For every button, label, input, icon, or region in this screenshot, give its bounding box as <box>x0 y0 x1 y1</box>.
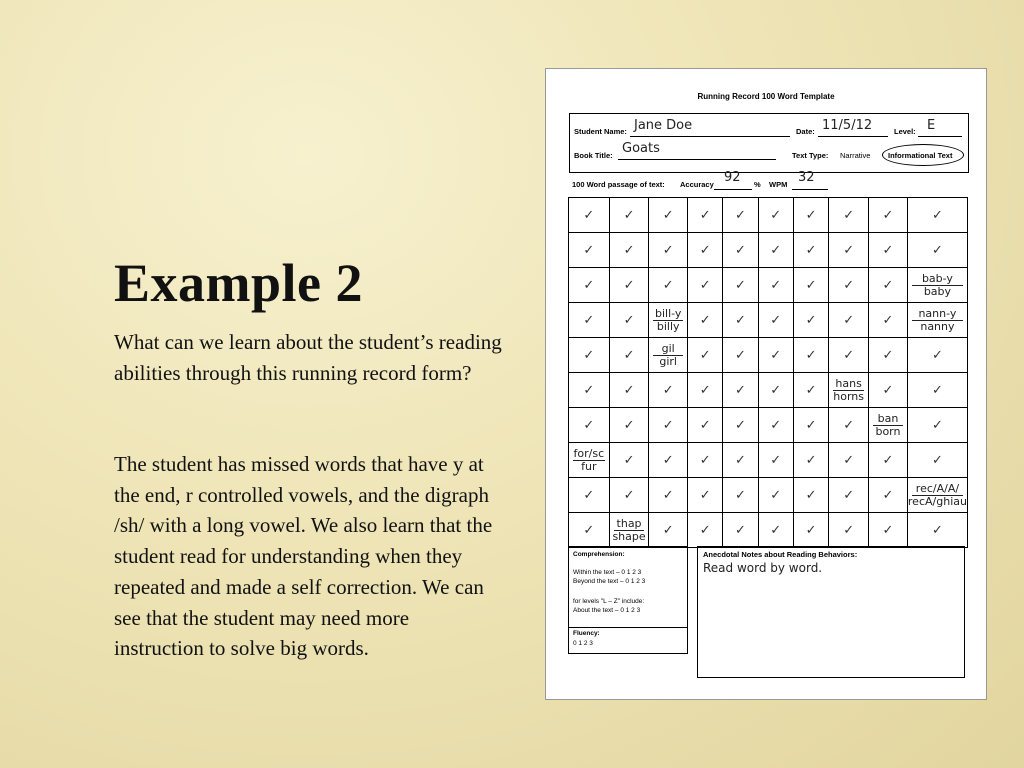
word-cell <box>793 513 828 548</box>
student-name-value: Jane Doe <box>634 118 693 133</box>
word-cell <box>829 478 869 513</box>
text-type-label: Text Type: <box>792 151 829 160</box>
word-cell <box>758 303 793 338</box>
check-mark: ✓ <box>699 208 711 223</box>
word-cell <box>758 408 793 443</box>
check-mark: ✓ <box>805 383 817 398</box>
word-cell <box>569 233 610 268</box>
word-cell <box>609 233 649 268</box>
grid-row <box>569 268 968 303</box>
word-cell <box>869 338 908 373</box>
check-mark: ✓ <box>882 488 894 503</box>
word-cell <box>907 478 967 513</box>
narrative-option: Narrative <box>840 151 871 160</box>
word-cell <box>688 198 723 233</box>
word-cell <box>609 338 649 373</box>
check-mark: ✓ <box>805 278 817 293</box>
word-cell <box>793 408 828 443</box>
word-cell <box>907 268 967 303</box>
check-mark: ✓ <box>843 208 855 223</box>
word-cell <box>869 373 908 408</box>
check-mark: ✓ <box>882 208 894 223</box>
word-cell <box>688 303 723 338</box>
word-cell <box>569 513 610 548</box>
wpm-label: WPM <box>769 180 788 189</box>
check-mark: ✓ <box>770 523 782 538</box>
word-cell <box>688 443 723 478</box>
notes-label: Anecdotal Notes about Reading Behaviors: <box>703 550 858 559</box>
word-cell <box>907 303 967 338</box>
word-cell <box>609 408 649 443</box>
word-cell <box>829 338 869 373</box>
check-mark: ✓ <box>805 208 817 223</box>
check-mark: ✓ <box>882 348 894 363</box>
check-mark: ✓ <box>623 488 635 503</box>
word-cell <box>907 373 967 408</box>
word-cell <box>793 303 828 338</box>
check-mark: ✓ <box>662 383 674 398</box>
check-mark: ✓ <box>770 208 782 223</box>
check-mark: ✓ <box>662 453 674 468</box>
word-cell <box>609 373 649 408</box>
check-mark: ✓ <box>843 313 855 328</box>
check-mark: ✓ <box>805 243 817 258</box>
check-mark: ✓ <box>882 453 894 468</box>
error-word: billy <box>656 319 680 333</box>
check-mark: ✓ <box>699 313 711 328</box>
student-info-box <box>569 113 969 173</box>
word-cell <box>907 338 967 373</box>
check-mark: ✓ <box>583 418 595 433</box>
word-cell <box>723 303 758 338</box>
check-mark: ✓ <box>583 278 595 293</box>
word-cell <box>609 268 649 303</box>
error-word: fur <box>581 459 597 473</box>
word-cell <box>609 198 649 233</box>
error-said: for/sc <box>573 446 605 460</box>
check-mark: ✓ <box>734 313 746 328</box>
error-said: bab-y <box>912 273 963 286</box>
error-said: ban <box>873 413 903 426</box>
word-cell <box>569 373 610 408</box>
anecdotal-notes-box <box>697 546 965 678</box>
check-mark: ✓ <box>931 208 943 223</box>
form-title: Running Record 100 Word Template <box>697 92 835 101</box>
word-cell <box>758 373 793 408</box>
error-said: thap <box>614 518 645 531</box>
check-mark: ✓ <box>699 278 711 293</box>
word-cell <box>829 513 869 548</box>
word-cell <box>793 198 828 233</box>
word-cell <box>609 443 649 478</box>
check-mark: ✓ <box>699 488 711 503</box>
check-mark: ✓ <box>770 383 782 398</box>
check-mark: ✓ <box>623 313 635 328</box>
check-mark: ✓ <box>734 348 746 363</box>
check-mark: ✓ <box>843 523 855 538</box>
grid-row <box>569 373 968 408</box>
check-mark: ✓ <box>699 383 711 398</box>
check-mark: ✓ <box>805 523 817 538</box>
check-mark: ✓ <box>662 488 674 503</box>
error-word: girl <box>659 354 677 368</box>
word-cell <box>869 478 908 513</box>
check-mark: ✓ <box>931 523 943 538</box>
word-cell <box>907 443 967 478</box>
word-cell <box>609 303 649 338</box>
word-cell <box>569 268 610 303</box>
grid-row <box>569 198 968 233</box>
accuracy-value: 92 <box>724 170 741 185</box>
check-mark: ✓ <box>805 418 817 433</box>
check-mark: ✓ <box>770 278 782 293</box>
word-cell <box>758 338 793 373</box>
word-cell <box>688 373 723 408</box>
error-said: bill-y <box>654 306 682 320</box>
error-word: shape <box>612 529 646 543</box>
answer-text: The student has missed words that have y at the end, r controlled vowels, and the digraph /sh/ with a long vowel. We also learn that the student read for understanding when they repeated and made a self correction. We can see that the student may need more instruction to solve big words. <box>114 452 493 661</box>
check-mark: ✓ <box>583 523 595 538</box>
word-cell <box>649 233 688 268</box>
grid-row <box>569 233 968 268</box>
error-said: gil <box>653 343 683 356</box>
error-word: baby <box>923 284 952 298</box>
word-cell <box>758 268 793 303</box>
grid-row <box>569 443 968 478</box>
word-cell <box>723 338 758 373</box>
check-mark: ✓ <box>583 208 595 223</box>
word-cell <box>723 443 758 478</box>
word-cell <box>907 198 967 233</box>
date-value: 11/5/12 <box>822 118 873 133</box>
grid-row <box>569 303 968 338</box>
word-cell <box>688 268 723 303</box>
check-mark: ✓ <box>843 453 855 468</box>
word-cell <box>869 303 908 338</box>
error-word: nanny <box>920 319 955 333</box>
word-cell <box>649 373 688 408</box>
word-cell <box>829 373 869 408</box>
word-cell <box>649 268 688 303</box>
student-name-label: Student Name: <box>574 127 627 136</box>
check-mark: ✓ <box>843 243 855 258</box>
date-label: Date: <box>796 127 815 136</box>
word-cell <box>649 338 688 373</box>
error-said: rec/A/A/ <box>912 483 963 496</box>
error-word: born <box>875 424 901 438</box>
word-cell <box>649 198 688 233</box>
word-cell <box>569 303 610 338</box>
fluency-label: Fluency: <box>573 630 600 637</box>
word-cell <box>758 233 793 268</box>
error-word: recA/ghiau <box>907 494 967 508</box>
check-mark: ✓ <box>623 383 635 398</box>
word-cell <box>723 268 758 303</box>
check-mark: ✓ <box>882 383 894 398</box>
word-cell <box>688 338 723 373</box>
word-cell <box>869 443 908 478</box>
check-mark: ✓ <box>931 243 943 258</box>
levels-note: for levels "L – Z" include: <box>573 598 645 605</box>
word-cell <box>723 478 758 513</box>
check-mark: ✓ <box>931 418 943 433</box>
check-mark: ✓ <box>843 488 855 503</box>
word-cell <box>609 513 649 548</box>
word-cell <box>869 408 908 443</box>
check-mark: ✓ <box>843 348 855 363</box>
word-cell <box>688 408 723 443</box>
check-mark: ✓ <box>699 348 711 363</box>
word-cell <box>829 268 869 303</box>
grid-row <box>569 513 968 548</box>
check-mark: ✓ <box>623 348 635 363</box>
accuracy-label: Accuracy <box>680 180 714 189</box>
error-said: hans <box>833 378 864 391</box>
word-cell <box>829 443 869 478</box>
check-mark: ✓ <box>770 453 782 468</box>
check-mark: ✓ <box>770 313 782 328</box>
check-mark: ✓ <box>770 348 782 363</box>
check-mark: ✓ <box>699 243 711 258</box>
percent-sign: % <box>754 180 761 189</box>
check-mark: ✓ <box>734 488 746 503</box>
word-cell <box>869 233 908 268</box>
word-cell <box>688 478 723 513</box>
word-cell <box>569 443 610 478</box>
check-mark: ✓ <box>882 243 894 258</box>
word-cell <box>723 408 758 443</box>
word-cell <box>609 478 649 513</box>
check-mark: ✓ <box>931 348 943 363</box>
wpm-value: 32 <box>798 170 815 185</box>
check-mark: ✓ <box>623 453 635 468</box>
word-cell <box>793 268 828 303</box>
word-cell <box>688 513 723 548</box>
word-cell <box>569 198 610 233</box>
word-cell <box>793 478 828 513</box>
check-mark: ✓ <box>734 418 746 433</box>
word-cell <box>688 233 723 268</box>
check-mark: ✓ <box>931 383 943 398</box>
word-cell <box>907 408 967 443</box>
check-mark: ✓ <box>805 313 817 328</box>
word-cell <box>907 233 967 268</box>
check-mark: ✓ <box>699 523 711 538</box>
grid-row <box>569 478 968 513</box>
check-mark: ✓ <box>843 278 855 293</box>
word-cell <box>649 478 688 513</box>
check-mark: ✓ <box>623 418 635 433</box>
check-mark: ✓ <box>734 208 746 223</box>
check-mark: ✓ <box>770 488 782 503</box>
word-cell <box>829 303 869 338</box>
word-cell <box>649 303 688 338</box>
word-cell <box>793 338 828 373</box>
check-mark: ✓ <box>734 523 746 538</box>
check-mark: ✓ <box>662 208 674 223</box>
error-said: nann-y <box>912 308 963 321</box>
word-cell <box>793 373 828 408</box>
word-cell <box>649 513 688 548</box>
word-cell <box>907 513 967 548</box>
word-cell <box>569 338 610 373</box>
check-mark: ✓ <box>583 488 595 503</box>
check-mark: ✓ <box>805 488 817 503</box>
running-record-form <box>545 68 987 700</box>
word-cell <box>829 233 869 268</box>
check-mark: ✓ <box>770 243 782 258</box>
about-text-score: About the text – 0 1 2 3 <box>573 607 641 614</box>
check-mark: ✓ <box>931 453 943 468</box>
notes-text: Read word by word. <box>703 561 823 575</box>
grid-row <box>569 408 968 443</box>
word-cell <box>758 198 793 233</box>
check-mark: ✓ <box>882 278 894 293</box>
book-title-value: Goats <box>622 141 660 156</box>
check-mark: ✓ <box>583 383 595 398</box>
word-cell <box>758 513 793 548</box>
check-mark: ✓ <box>623 208 635 223</box>
fluency-score: 0 1 2 3 <box>573 640 593 647</box>
selected-circle <box>882 144 964 166</box>
check-mark: ✓ <box>662 418 674 433</box>
level-label: Level: <box>894 127 916 136</box>
slide-title: Example 2 <box>114 253 364 313</box>
word-cell <box>793 443 828 478</box>
word-cell <box>869 513 908 548</box>
check-mark: ✓ <box>623 243 635 258</box>
within-text-score: Within the text – 0 1 2 3 <box>573 569 642 576</box>
word-cell <box>829 408 869 443</box>
check-mark: ✓ <box>662 243 674 258</box>
check-mark: ✓ <box>699 453 711 468</box>
word-cell <box>869 198 908 233</box>
word-cell <box>723 233 758 268</box>
check-mark: ✓ <box>882 313 894 328</box>
word-cell <box>829 198 869 233</box>
book-title-label: Book Title: <box>574 151 613 160</box>
check-mark: ✓ <box>843 418 855 433</box>
informational-option: Informational Text <box>888 151 953 160</box>
check-mark: ✓ <box>882 523 894 538</box>
check-mark: ✓ <box>583 313 595 328</box>
check-mark: ✓ <box>662 278 674 293</box>
word-cell <box>649 443 688 478</box>
word-cell <box>758 443 793 478</box>
error-word: horns <box>833 389 864 403</box>
check-mark: ✓ <box>734 383 746 398</box>
passage-label: 100 Word passage of text: <box>572 180 665 189</box>
comprehension-box <box>568 546 688 654</box>
word-cell <box>569 408 610 443</box>
check-mark: ✓ <box>734 453 746 468</box>
word-cell <box>723 198 758 233</box>
word-cell <box>649 408 688 443</box>
grid-row <box>569 338 968 373</box>
word-cell <box>758 478 793 513</box>
check-mark: ✓ <box>770 418 782 433</box>
level-value: E <box>927 118 936 133</box>
word-cell <box>869 268 908 303</box>
check-mark: ✓ <box>623 278 635 293</box>
check-mark: ✓ <box>583 348 595 363</box>
comprehension-label: Comprehension: <box>573 551 625 558</box>
beyond-text-score: Beyond the text – 0 1 2 3 <box>573 578 646 585</box>
word-cell <box>723 373 758 408</box>
check-mark: ✓ <box>805 453 817 468</box>
check-mark: ✓ <box>734 243 746 258</box>
check-mark: ✓ <box>662 523 674 538</box>
check-mark: ✓ <box>583 243 595 258</box>
check-mark: ✓ <box>805 348 817 363</box>
check-mark: ✓ <box>734 278 746 293</box>
word-grid <box>568 197 968 548</box>
word-cell <box>793 233 828 268</box>
check-mark: ✓ <box>699 418 711 433</box>
word-cell <box>569 478 610 513</box>
question-text: What can we learn about the student’s reading abilities through this running record form? <box>114 330 502 385</box>
word-cell <box>723 513 758 548</box>
